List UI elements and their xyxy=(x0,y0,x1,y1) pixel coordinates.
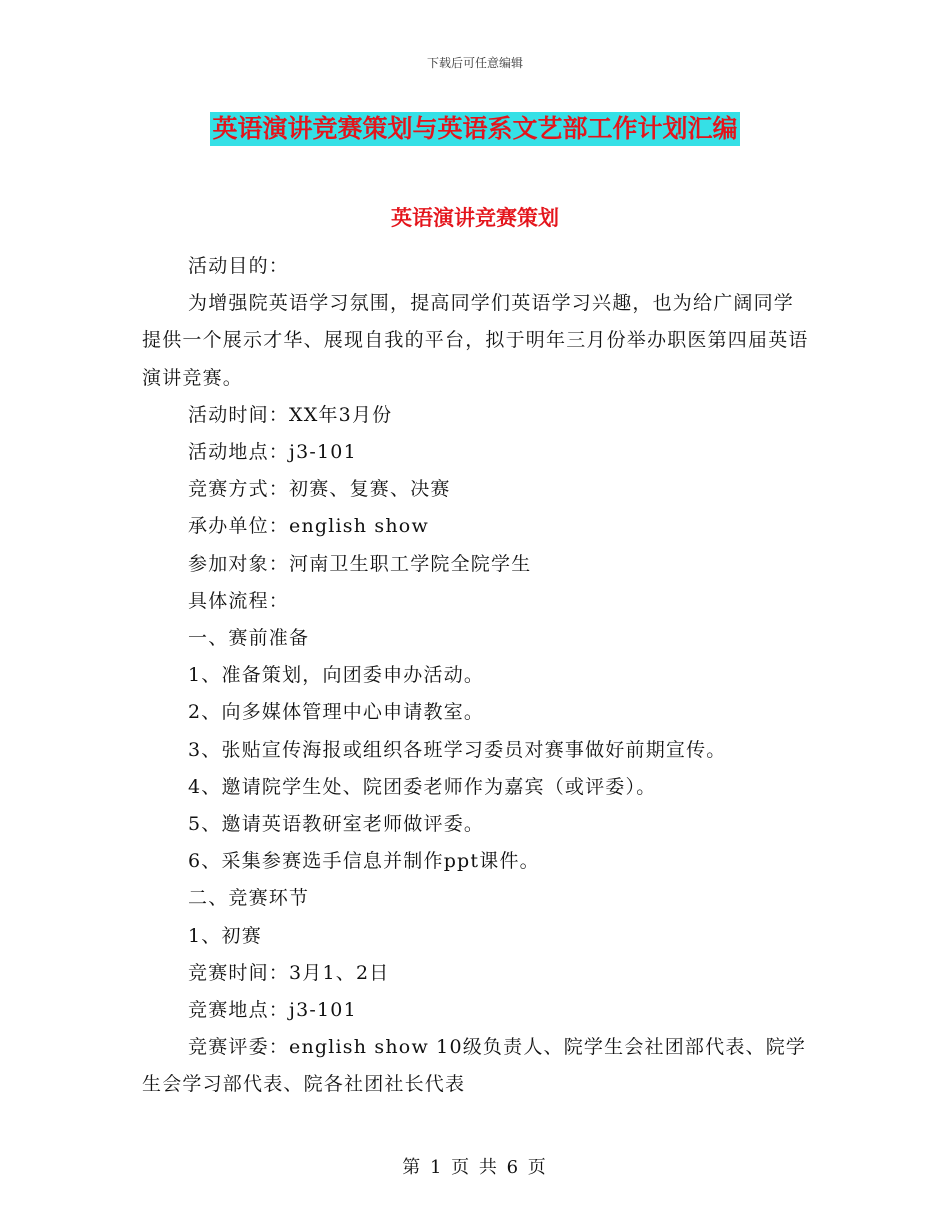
body-paragraph: 1、准备策划，向团委申办活动。 xyxy=(188,664,485,687)
section-title: 英语演讲竞赛策划 xyxy=(391,205,559,230)
body-paragraph: 4、邀请院学生处、院团委老师作为嘉宾（或评委）。 xyxy=(188,775,657,798)
body-paragraph: 二、竞赛环节 xyxy=(188,887,310,910)
body-paragraph: 活动目的： xyxy=(188,255,290,277)
body-paragraph: 竞赛方式：初赛、复赛、决赛 xyxy=(188,478,451,501)
page-header-note: 下载后可任意编辑 xyxy=(426,56,523,70)
body-paragraph: 活动地点：j3-101 xyxy=(188,441,357,464)
body-paragraph: 5、邀请英语教研室老师做评委。 xyxy=(188,813,485,836)
body-paragraph: 6、采集参赛选手信息并制作ppt课件。 xyxy=(188,850,540,873)
body-paragraph: 竞赛时间：3月1、2日 xyxy=(188,961,390,984)
body-paragraph: 参加对象：河南卫生职工学院全院学生 xyxy=(188,552,532,575)
body-paragraph: 竞赛地点：j3-101 xyxy=(188,999,357,1022)
body-paragraph: 1、初赛 xyxy=(188,924,262,947)
body-paragraph: 承办单位：english show xyxy=(188,515,429,538)
document-title-wrap xyxy=(0,112,950,146)
body-paragraph: 具体流程： xyxy=(188,589,290,612)
document-body xyxy=(142,248,814,1104)
body-paragraph: 为增强院英语学习氛围，提高同学们英语学习兴趣，也为给广阔同学提供一个展示才华、展现自我的平台，拟于明年三月份举办职医第四届英语演讲竞赛。 xyxy=(142,292,809,389)
body-paragraph: 3、张贴宣传海报或组织各班学习委员对赛事做好前期宣传。 xyxy=(188,738,727,761)
body-paragraph: 2、向多媒体管理中心申请教室。 xyxy=(188,701,485,724)
body-paragraph: 活动时间：XX年3月份 xyxy=(188,403,393,426)
page-footer: 第 1 页 共 6 页 xyxy=(402,1157,548,1178)
body-paragraph: 竞赛评委：english show 10级负责人、院学生会社团部代表、院学生会学习部代表、院各社团社长代表 xyxy=(142,1036,807,1096)
body-paragraph: 一、赛前准备 xyxy=(188,627,310,650)
document-title: 英语演讲竞赛策划与英语系文艺部工作计划汇编 xyxy=(210,112,739,146)
